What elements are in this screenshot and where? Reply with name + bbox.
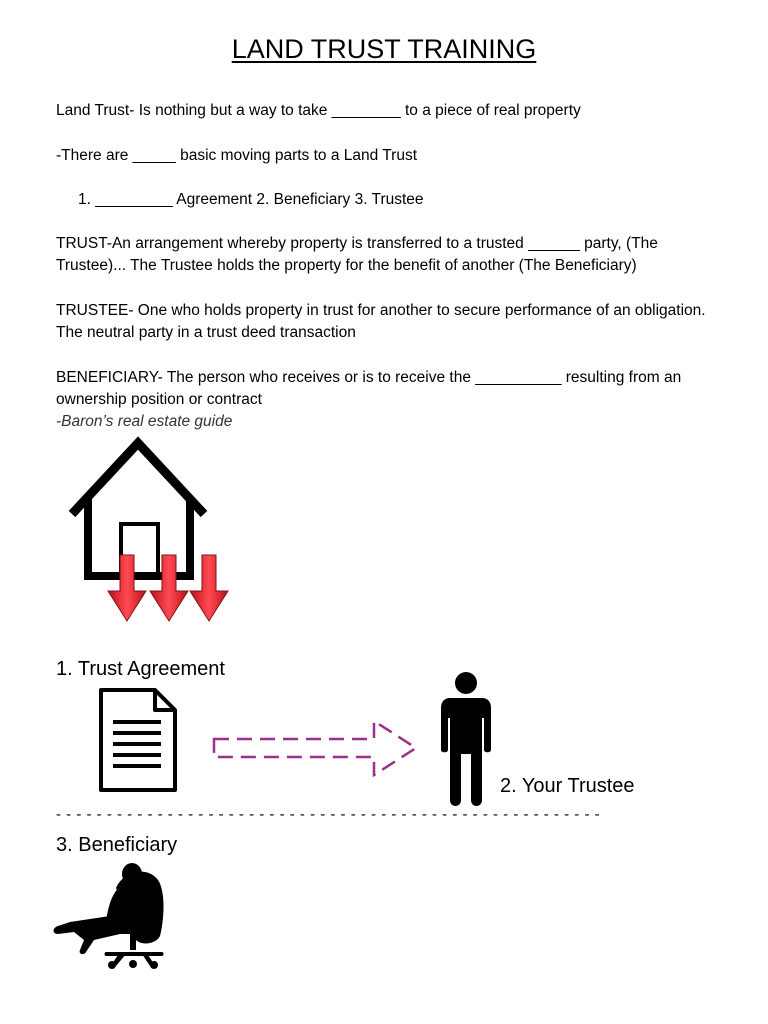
parts-list: 1. _________ Agreement 2. Beneficiary 3. Trustee <box>78 191 424 208</box>
trustee-label: 2. Your Trustee <box>500 775 635 797</box>
trust-definition: TRUST-An arrangement whereby property is transferred to a trusted ______ party, (The Trustee)... The Trustee holds the property for the benefit of another (The Beneficiary) <box>56 235 658 274</box>
trust-agreement-label: 1. Trust Agreement <box>56 658 225 680</box>
beneficiary-label: 3. Beneficiary <box>56 834 178 856</box>
reclining-person-icon <box>50 860 170 972</box>
down-arrows-icon <box>106 553 234 625</box>
standing-person-icon <box>438 672 494 808</box>
section-divider: - - - - - - - - - - - - - - - - - - - - - - - - - - - - - - - - - - - - - - - - - - - - - - - - - - - - - - <box>56 808 601 822</box>
dashed-arrow-icon <box>210 717 422 779</box>
land-trust-definition: Land Trust- Is nothing but a way to take ________ to a piece of real property <box>56 102 581 119</box>
document-icon <box>97 686 179 794</box>
trustee-definition: TRUSTEE- One who holds property in trust for another to secure performance of an obligation. The neutral party in a trust deed transaction <box>56 302 706 341</box>
moving-parts-text: -There are _____ basic moving parts to a Land Trust <box>56 147 418 164</box>
citation: -Baron’s real estate guide <box>56 413 233 430</box>
beneficiary-definition: BENEFICIARY- The person who receives or is to receive the __________ resulting from an ownership position or contract <box>56 369 682 408</box>
page-title: LAND TRUST TRAINING <box>231 34 537 64</box>
